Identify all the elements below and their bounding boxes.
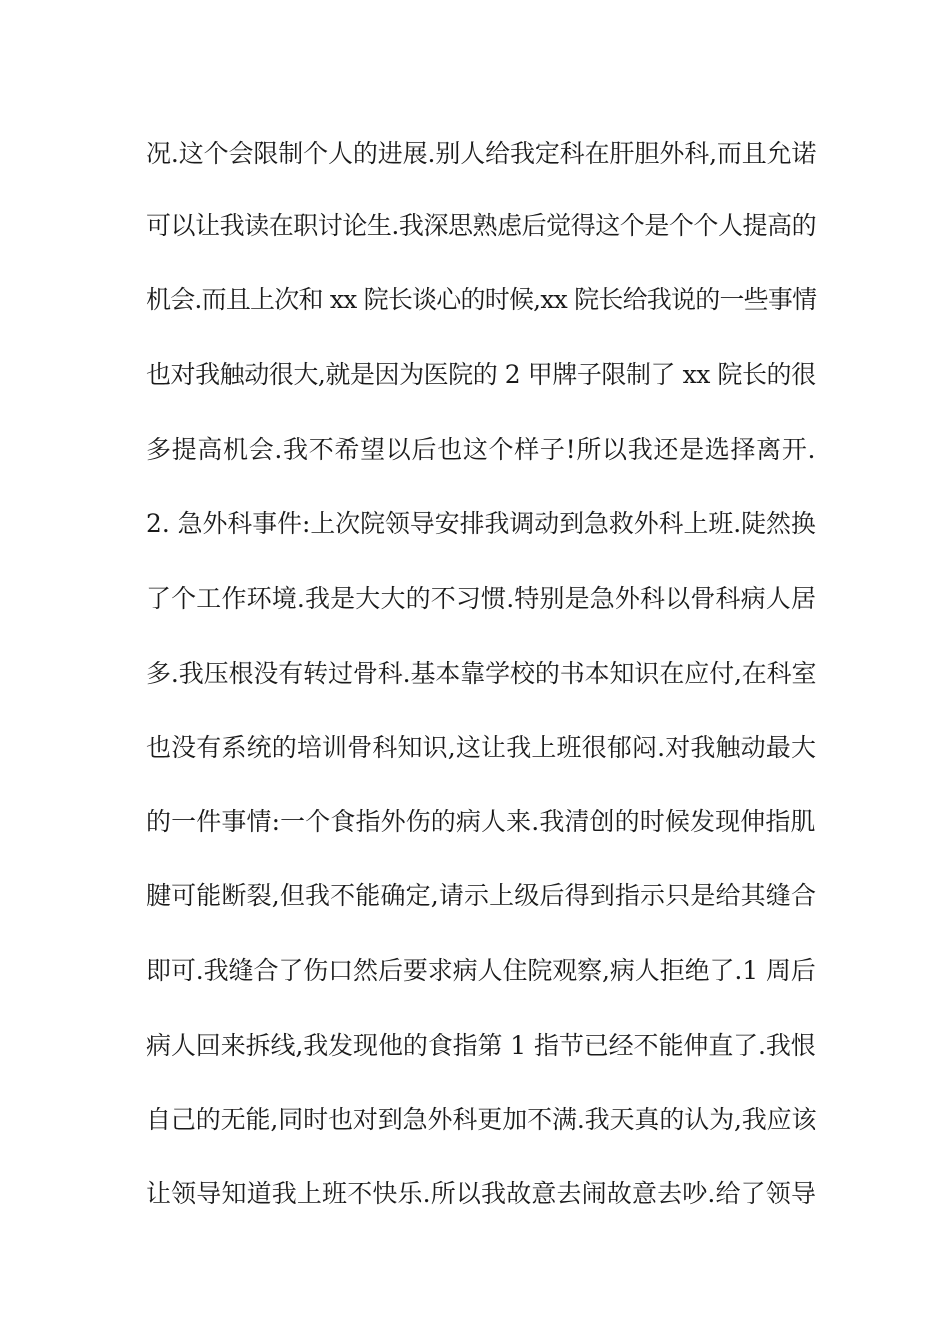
text-line: 即可.我缝合了伤口然后要求病人住院观察,病人拒绝了.1 周后 (146, 956, 816, 985)
text-line: 让领导知道我上班不快乐.所以我故意去闹故意去吵.给了领导 (146, 1179, 817, 1208)
text-line: 多提高机会.我不希望以后也这个样子!所以我还是选择离开. (146, 435, 817, 464)
text-line: 机会.而且上次和 xx 院长谈心的时候,xx 院长给我说的一些事情 (146, 285, 817, 314)
text-line: 2. 急外科事件:上次院领导安排我调动到急救外科上班.陡然换 (146, 509, 816, 538)
text-line: 况.这个会限制个人的进展.别人给我定科在肝胆外科,而且允诺 (146, 139, 817, 168)
text-line: 可以让我读在职讨论生.我深思熟虑后觉得这个是个个人提高的 (146, 211, 817, 240)
text-line: 的一件事情:一个食指外伤的病人来.我清创的时候发现伸指肌 (146, 807, 816, 836)
text-line: 自己的无能,同时也对到急外科更加不满.我天真的认为,我应该 (146, 1105, 817, 1134)
text-line: 也对我触动很大,就是因为医院的 2 甲牌子限制了 xx 院长的很 (146, 360, 816, 389)
text-line: 腱可能断裂,但我不能确定,请示上级后得到指示只是给其缝合 (146, 881, 817, 910)
text-line: 了个工作环境.我是大大的不习惯.特别是急外科以骨科病人居 (146, 584, 817, 613)
text-line: 病人回来拆线,我发现他的食指第 1 指节已经不能伸直了.我恨 (146, 1031, 816, 1060)
text-line: 多.我压根没有转过骨科.基本靠学校的书本知识在应付,在科室 (146, 659, 817, 688)
text-line: 也没有系统的培训骨科知识,这让我上班很郁闷.对我触动最大 (146, 733, 817, 762)
